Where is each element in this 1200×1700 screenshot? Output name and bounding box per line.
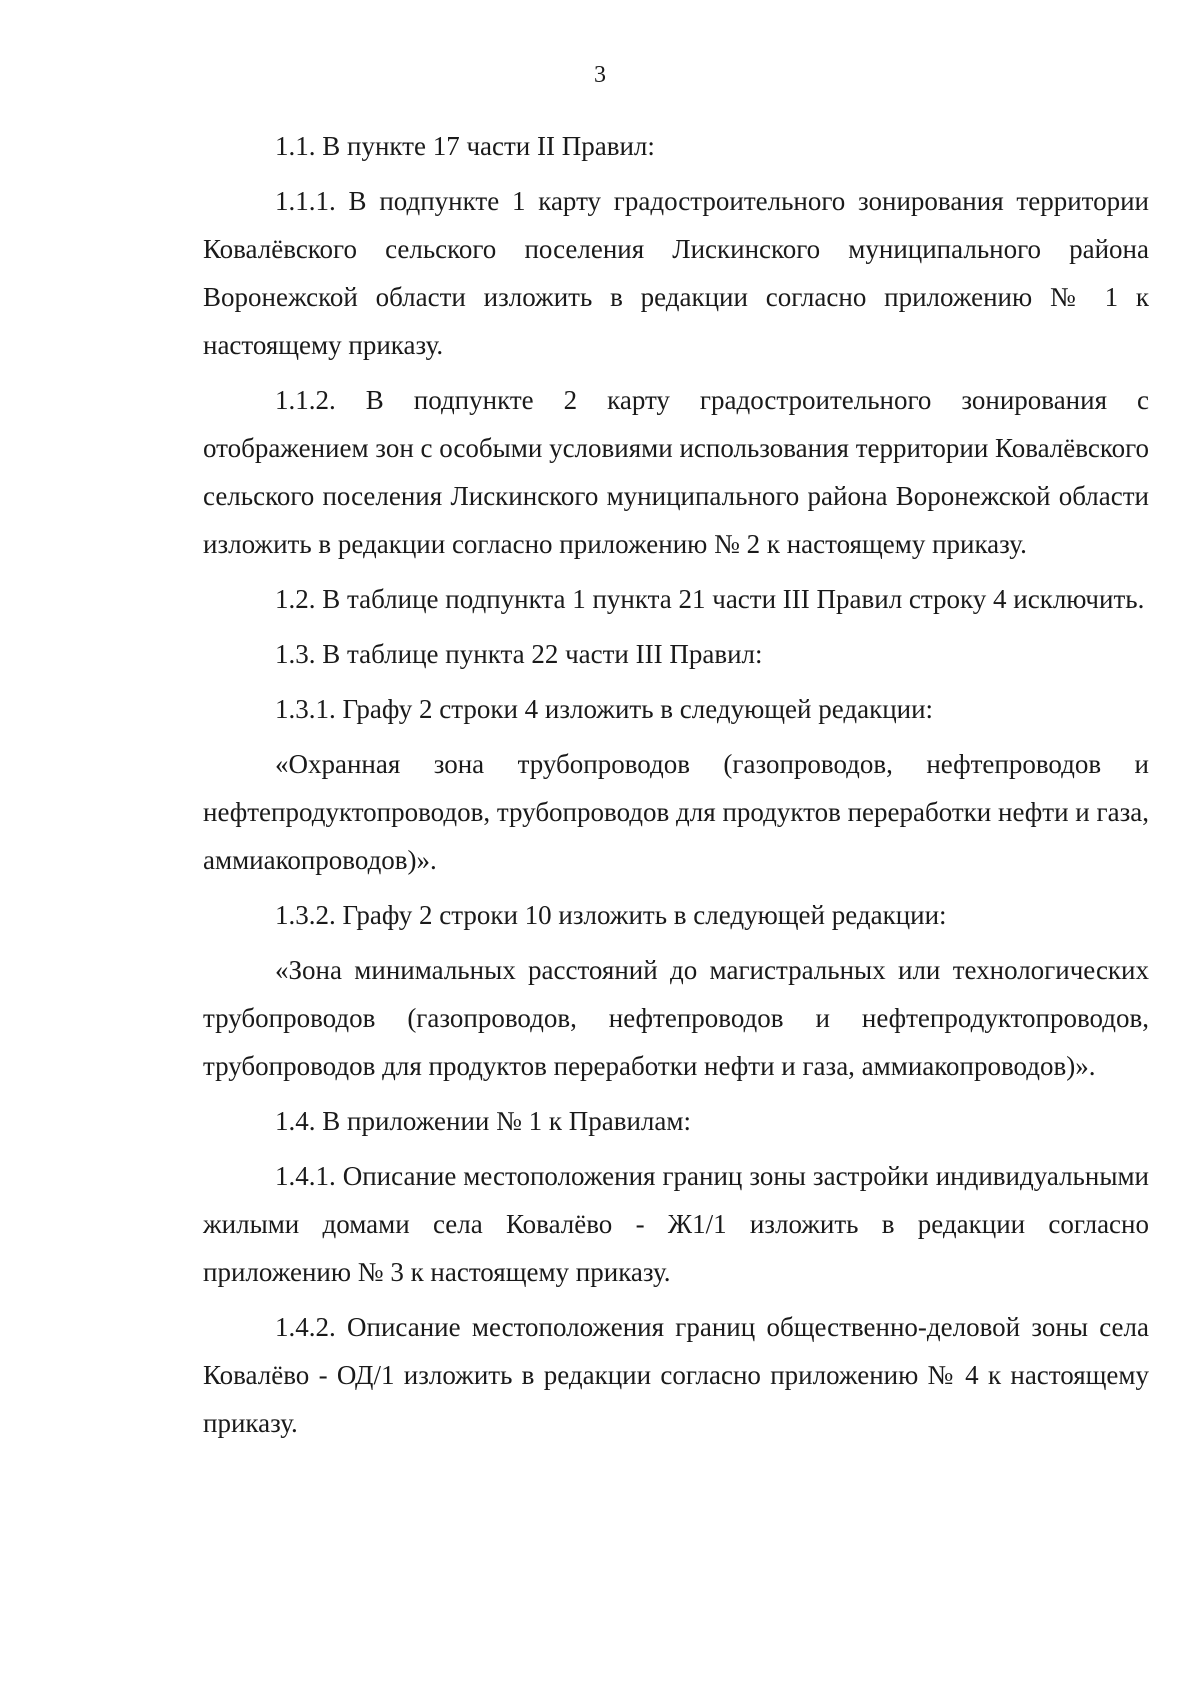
paragraph-1-1: 1.1. В пункте 17 части II Правил: [275, 131, 655, 161]
document-body [203, 122, 1149, 1454]
paragraph-1-3: 1.3. В таблице пункта 22 части III Правил: [275, 639, 763, 669]
paragraph-1-3-2: 1.3.2. Графу 2 строки 10 изложить в следующей редакции: [275, 900, 947, 930]
paragraph-1-1-2: 1.1.2. В подпункте 2 карту градостроительного зонирования с отображением зон с особыми условиями использования территории Ковалёвского сельского поселения Лискинского муниципального района Воронежской области изложить в редакции согласно приложению № 2 к настоящему приказу. [203, 385, 1149, 559]
paragraph-1-4-2: 1.4.2. Описание местоположения границ общественно-деловой зоны села Ковалёво - ОД/1 изложить в редакции согласно приложению № 4 к настоящему приказу. [203, 1312, 1149, 1438]
paragraph-1-4-1: 1.4.1. Описание местоположения границ зоны застройки индивидуальными жилыми домами села Ковалёво - Ж1/1 изложить в редакции согласно приложению № 3 к настоящему приказу. [203, 1161, 1149, 1287]
paragraph-1-3-1: 1.3.1. Графу 2 строки 4 изложить в следующей редакции: [275, 694, 934, 724]
paragraph-1-1-1: 1.1.1. В подпункте 1 карту градостроительного зонирования территории Ковалёвского сельского поселения Лискинского муниципального района Воронежской области изложить в редакции согласно приложению № 1 к настоящему приказу. [203, 186, 1149, 360]
page-number: 3 [594, 62, 606, 88]
paragraph-1-2: 1.2. В таблице подпункта 1 пункта 21 части III Правил строку 4 исключить. [275, 584, 1145, 614]
paragraph-1-4: 1.4. В приложении № 1 к Правилам: [275, 1106, 691, 1136]
quote-row-4: «Охранная зона трубопроводов (газопроводов, нефтепроводов и нефтепродуктопроводов, трубопроводов для продуктов переработки нефти и газа, аммиакопроводов)». [203, 749, 1149, 875]
quote-row-10: «Зона минимальных расстояний до магистральных или технологических трубопроводов (газопроводов, нефтепроводов и нефтепродуктопроводов, трубопроводов для продуктов переработки нефти и газа, аммиакопроводов)». [203, 955, 1149, 1081]
